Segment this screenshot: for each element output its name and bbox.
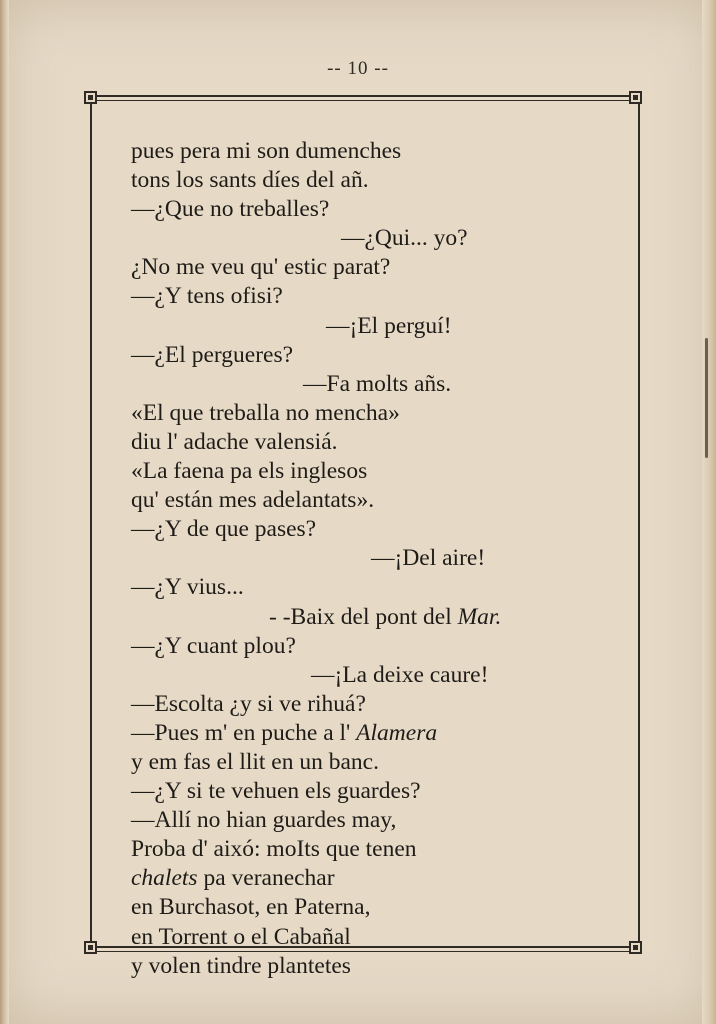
poem-line (131, 457, 591, 486)
poem-line-text: diu l' adache valensiá. (131, 428, 338, 455)
poem-line-text: en Burchasot, en Paterna, (131, 894, 371, 921)
page-left-edge (0, 0, 9, 1024)
poem-line-text: Alamera (356, 719, 438, 746)
poem-line-text: —Allí no hian guardes may, (131, 807, 397, 834)
poem-line-text: —¿El pergueres? (131, 341, 294, 368)
poem-line (131, 428, 591, 457)
poem-line (131, 166, 591, 195)
poem-line-text: pa veranechar (197, 865, 335, 892)
poem-line-text: —¿Y vius... (131, 574, 244, 601)
poem-line (131, 544, 591, 573)
poem-line (131, 603, 591, 632)
poem-line (131, 952, 591, 981)
poem-line-text: Proba d' aixó: moIts que tenen (131, 836, 417, 863)
poem-line-text: —Fa molts añs. (303, 370, 452, 397)
frame-corner-top-right (629, 91, 642, 104)
page-number: -- 10 -- (327, 58, 389, 79)
poem-line-text: —¿Que no treballes? (131, 196, 330, 223)
poem-line-text: —¿Y si te vehuen els guardes? (131, 778, 421, 805)
poem-line (131, 632, 591, 661)
poem-line-text: chalets (131, 865, 198, 892)
poem-line-text: «La faena pa els inglesos (131, 458, 368, 485)
poem-line (131, 690, 591, 719)
poem-line-text: —¡Del aire! (371, 545, 486, 572)
poem-line-text: y em fas el llit en un banc. (131, 748, 379, 775)
frame-corner-bottom-right (629, 941, 642, 954)
poem-line (131, 370, 591, 399)
poem-line-text: - -Baix del pont del (269, 603, 458, 630)
poem-line-text: pues pera mi son dumenches (131, 138, 402, 164)
poem-line-text: «El que treballa no mencha» (131, 399, 400, 426)
poem-line (131, 195, 591, 224)
page-right-edge (702, 0, 716, 1024)
poem-line-text: qu' están mes adelantats». (131, 487, 375, 514)
poem-line (131, 573, 591, 602)
poem-line-text: en Torrent o el Cabañal (131, 923, 351, 950)
poem-line-text: —¿Y tens ofisi? (131, 283, 283, 310)
frame-corner-top-left (84, 91, 97, 104)
poem-line-text: —Pues m' en puche a l' (131, 719, 357, 746)
poem-line (131, 661, 591, 690)
poem-line-text: —¡La deixe caure! (311, 661, 489, 688)
poem-line (131, 835, 591, 864)
poem-line (131, 399, 591, 428)
poem-line (131, 137, 591, 166)
poem-line (131, 282, 591, 311)
page-side-mark (705, 338, 708, 458)
poem-line-text: —¿Y de que pases? (131, 516, 317, 543)
poem-line (131, 748, 591, 777)
poem-text (131, 137, 591, 981)
poem-line-text: —¡El perguí! (326, 312, 452, 339)
poem-line (131, 719, 591, 748)
poem-line-text: tons los sants díes del añ. (131, 167, 369, 194)
poem-line (131, 893, 591, 922)
poem-line (131, 515, 591, 544)
poem-line (131, 312, 591, 341)
poem-line-text: —¿Y cuant plou? (131, 632, 296, 659)
poem-line-text: Mar. (457, 603, 502, 630)
poem-line (131, 341, 591, 370)
poem-line (131, 923, 591, 952)
poem-line (131, 486, 591, 515)
frame-top-rule (84, 95, 642, 101)
poem-line (131, 777, 591, 806)
poem-line (131, 806, 591, 835)
poem-line (131, 253, 591, 282)
frame-corner-bottom-left (84, 941, 97, 954)
poem-line-text: —¿Qui... yo? (341, 225, 468, 252)
poem-line-text: —Escolta ¿y si ve rihuá? (131, 690, 366, 717)
poem-line (131, 864, 591, 893)
poem-line-text: ¿No me veu qu' estic parat? (131, 254, 391, 281)
poem-line (131, 224, 591, 253)
poem-line-text: y volen tindre plantetes (131, 952, 351, 979)
